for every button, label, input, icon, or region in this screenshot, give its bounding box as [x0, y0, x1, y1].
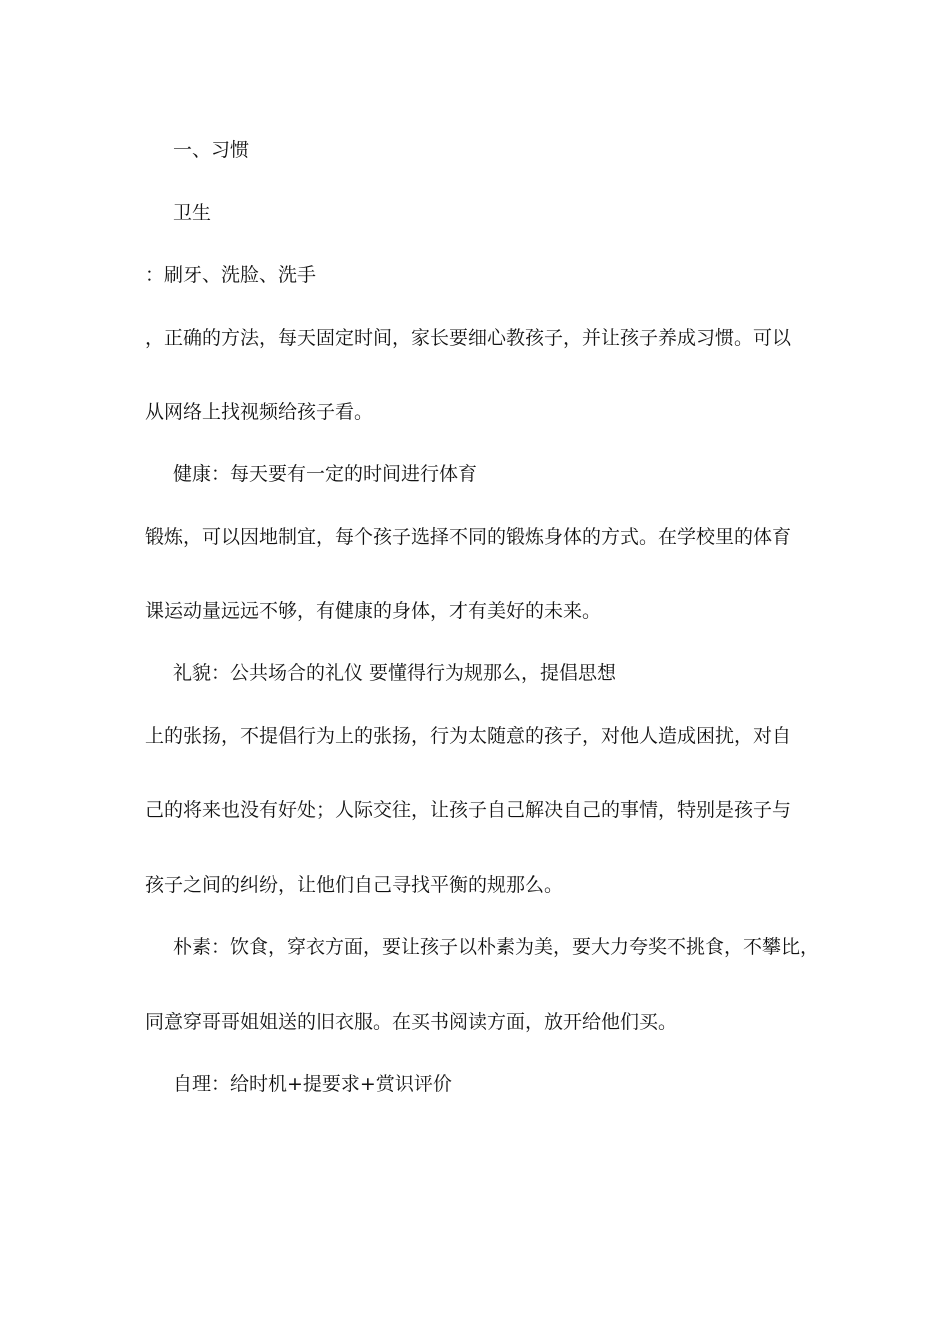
paragraph-manners: 礼貌：公共场合的礼仪 要懂得行为规那么，提倡思想: [173, 662, 617, 684]
text-line: 从网络上找视频给孩子看。: [145, 401, 374, 423]
text-line: ，正确的方法，每天固定时间，家长要细心教孩子，并让孩子养成习惯。可以: [145, 327, 792, 349]
text-line: 课运动量远远不够，有健康的身体，才有美好的未来。: [145, 600, 602, 622]
subheading-hygiene: 卫生: [173, 202, 212, 224]
paragraph-health: 健康：每天要有一定的时间进行体育: [173, 463, 478, 485]
text-line: 孩子之间的纠纷，让他们自己寻找平衡的规那么。: [145, 874, 564, 896]
text-line: 同意穿哥哥姐姐送的旧衣服。在买书阅读方面，放开给他们买。: [145, 1011, 678, 1033]
paragraph-self-care: 自理：给时机+提要求+赏识评价: [173, 1073, 452, 1095]
section-heading: 一、习惯: [173, 139, 250, 161]
text-line: 上的张扬，不提倡行为上的张扬，行为太随意的孩子，对他人造成困扰，对自: [145, 725, 792, 747]
paragraph-simplicity: 朴素：饮食，穿衣方面，要让孩子以朴素为美，要大力夸奖不挑食，不攀比，: [173, 936, 820, 958]
text-line: 己的将来也没有好处；人际交往，让孩子自己解决自己的事情，特别是孩子与: [145, 799, 792, 821]
text-line: 锻炼，可以因地制宜，每个孩子选择不同的锻炼身体的方式。在学校里的体育: [145, 526, 792, 548]
text-line: ：刷牙、洗脸、洗手: [145, 264, 317, 286]
